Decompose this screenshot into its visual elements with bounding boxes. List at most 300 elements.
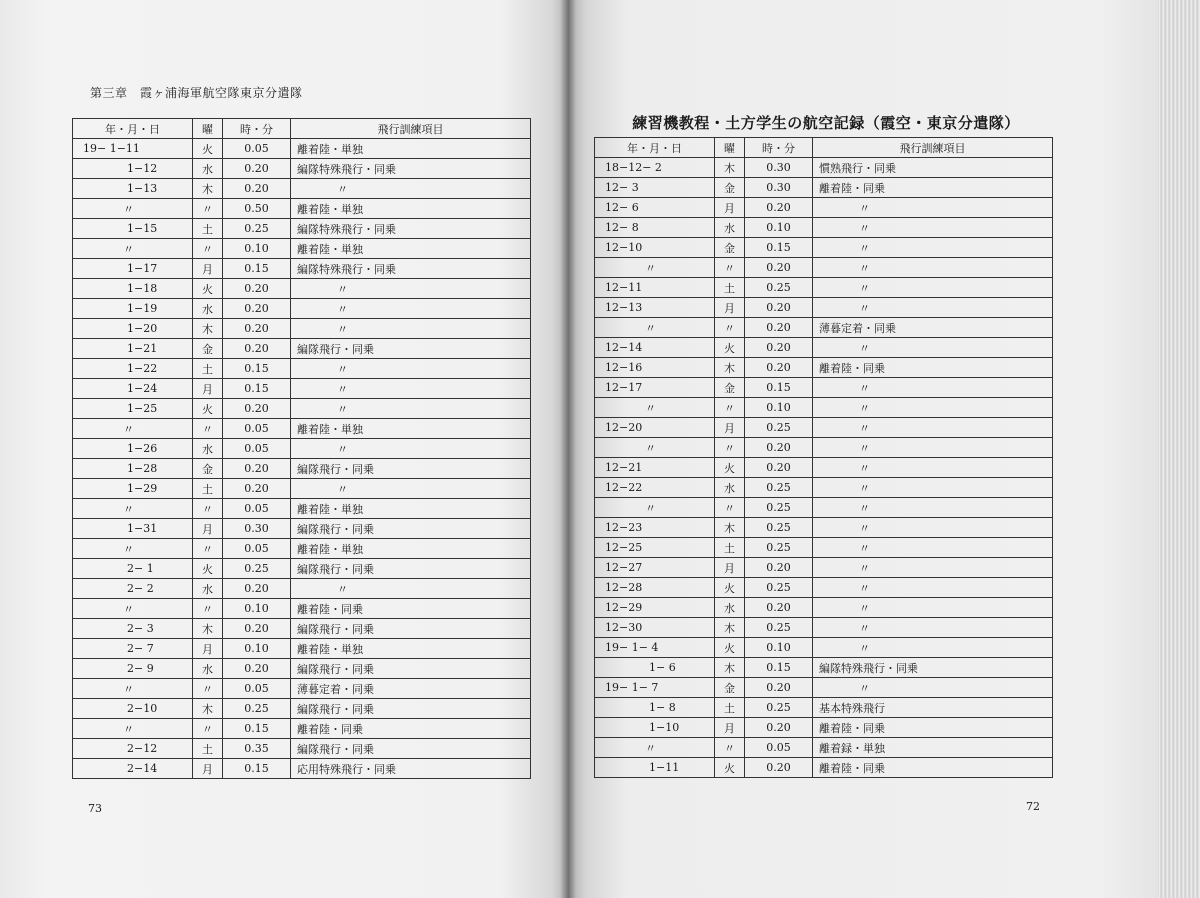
- duration-cell: 0.15: [223, 379, 291, 399]
- flight-log-table-right: [594, 137, 1053, 778]
- weekday-cell: 金: [715, 178, 745, 198]
- date-cell: 2− 2: [73, 579, 193, 599]
- table-row: [73, 379, 531, 399]
- training-item-cell: 〃: [813, 618, 1053, 638]
- date-cell: 1−26: [73, 439, 193, 459]
- training-item-cell: 離着録・単独: [813, 738, 1053, 758]
- weekday-cell: 土: [193, 219, 223, 239]
- training-item-cell: 離着陸・同乗: [813, 178, 1053, 198]
- date-cell: 1−22: [73, 359, 193, 379]
- table-row: [73, 319, 531, 339]
- table-row: [73, 719, 531, 739]
- duration-cell: 0.05: [223, 419, 291, 439]
- table-row: [595, 418, 1053, 438]
- duration-cell: 0.30: [223, 519, 291, 539]
- date-cell: 12−27: [595, 558, 715, 578]
- training-item-cell: 編隊飛行・同乗: [291, 339, 531, 359]
- date-cell: 〃: [73, 419, 193, 439]
- date-cell: 〃: [73, 679, 193, 699]
- training-item-cell: 編隊飛行・同乗: [291, 519, 531, 539]
- duration-cell: 0.25: [745, 498, 813, 518]
- training-item-cell: 離着陸・単独: [291, 139, 531, 159]
- weekday-cell: 月: [193, 759, 223, 779]
- training-item-cell: 〃: [813, 398, 1053, 418]
- date-cell: 1−11: [595, 758, 715, 778]
- weekday-cell: 〃: [193, 499, 223, 519]
- training-item-cell: 〃: [813, 418, 1053, 438]
- table-row: [595, 618, 1053, 638]
- table-row: [595, 258, 1053, 278]
- date-cell: 1−21: [73, 339, 193, 359]
- weekday-cell: 土: [715, 698, 745, 718]
- table-row: [73, 359, 531, 379]
- weekday-cell: 月: [715, 418, 745, 438]
- duration-cell: 0.20: [745, 718, 813, 738]
- duration-cell: 0.10: [745, 398, 813, 418]
- duration-cell: 0.20: [745, 338, 813, 358]
- duration-cell: 0.30: [745, 178, 813, 198]
- weekday-cell: 水: [193, 659, 223, 679]
- duration-cell: 0.25: [745, 578, 813, 598]
- table-row: [73, 499, 531, 519]
- weekday-cell: 〃: [193, 719, 223, 739]
- table-row: [73, 419, 531, 439]
- training-item-cell: 基本特殊飛行: [813, 698, 1053, 718]
- date-cell: 12−13: [595, 298, 715, 318]
- training-item-cell: 〃: [813, 598, 1053, 618]
- training-item-cell: 編隊飛行・同乗: [291, 699, 531, 719]
- weekday-cell: 火: [715, 338, 745, 358]
- table-row: [595, 278, 1053, 298]
- training-item-cell: 離着陸・単独: [291, 639, 531, 659]
- date-cell: 1−25: [73, 399, 193, 419]
- weekday-header: 曜: [715, 138, 745, 158]
- date-cell: 12− 8: [595, 218, 715, 238]
- duration-cell: 0.20: [223, 579, 291, 599]
- weekday-cell: 〃: [715, 318, 745, 338]
- weekday-cell: 月: [715, 558, 745, 578]
- training-item-cell: 離着陸・単独: [291, 539, 531, 559]
- weekday-cell: 土: [715, 278, 745, 298]
- duration-cell: 0.20: [745, 598, 813, 618]
- duration-cell: 0.10: [745, 218, 813, 238]
- weekday-cell: 月: [193, 519, 223, 539]
- duration-cell: 0.15: [223, 259, 291, 279]
- date-cell: 12−10: [595, 238, 715, 258]
- weekday-cell: 月: [715, 718, 745, 738]
- training-item-cell: 薄暮定着・同乗: [291, 679, 531, 699]
- date-cell: 12−20: [595, 418, 715, 438]
- training-item-cell: 〃: [813, 338, 1053, 358]
- date-cell: 2− 7: [73, 639, 193, 659]
- table-row: [595, 558, 1053, 578]
- duration-cell: 0.20: [745, 318, 813, 338]
- date-cell: 12−29: [595, 598, 715, 618]
- training-item-cell: 〃: [813, 498, 1053, 518]
- running-head: 第三章 霞ヶ浦海軍航空隊東京分遣隊: [90, 86, 303, 100]
- weekday-cell: 水: [193, 299, 223, 319]
- training-item-cell: 〃: [813, 198, 1053, 218]
- training-item-cell: 〃: [813, 678, 1053, 698]
- training-item-cell: 〃: [291, 479, 531, 499]
- date-cell: 1−29: [73, 479, 193, 499]
- weekday-cell: 月: [715, 198, 745, 218]
- table-row: [73, 259, 531, 279]
- weekday-cell: 木: [193, 319, 223, 339]
- training-item-cell: 〃: [813, 278, 1053, 298]
- table-row: [595, 298, 1053, 318]
- date-cell: 1−12: [73, 159, 193, 179]
- duration-cell: 0.20: [223, 479, 291, 499]
- training-item-cell: 〃: [813, 298, 1053, 318]
- duration-cell: 0.15: [223, 359, 291, 379]
- table-row: [595, 498, 1053, 518]
- weekday-cell: 金: [715, 678, 745, 698]
- date-cell: 12−14: [595, 338, 715, 358]
- table-row: [73, 579, 531, 599]
- training-item-cell: 〃: [813, 558, 1053, 578]
- book-gutter: [560, 0, 576, 898]
- training-item-header: 飛行訓練項目: [813, 138, 1053, 158]
- duration-cell: 0.05: [745, 738, 813, 758]
- weekday-cell: 木: [193, 179, 223, 199]
- flight-log-table-left: [72, 118, 531, 779]
- weekday-cell: 〃: [193, 679, 223, 699]
- date-cell: 〃: [595, 398, 715, 418]
- duration-cell: 0.15: [745, 378, 813, 398]
- date-cell: 19− 1− 4: [595, 638, 715, 658]
- duration-cell: 0.15: [745, 658, 813, 678]
- training-item-cell: 〃: [291, 299, 531, 319]
- date-cell: 〃: [73, 539, 193, 559]
- date-cell: 12−25: [595, 538, 715, 558]
- date-cell: 12−17: [595, 378, 715, 398]
- duration-cell: 0.20: [223, 179, 291, 199]
- duration-cell: 0.20: [223, 339, 291, 359]
- date-cell: 1−31: [73, 519, 193, 539]
- weekday-cell: 土: [193, 359, 223, 379]
- duration-cell: 0.35: [223, 739, 291, 759]
- table-row: [595, 378, 1053, 398]
- date-cell: 1−24: [73, 379, 193, 399]
- date-cell: 2−14: [73, 759, 193, 779]
- date-cell: 1−20: [73, 319, 193, 339]
- table-row: [595, 158, 1053, 178]
- table-header-row: [73, 119, 531, 139]
- training-item-cell: 〃: [291, 279, 531, 299]
- duration-cell: 0.20: [745, 358, 813, 378]
- date-cell: 12−11: [595, 278, 715, 298]
- training-item-cell: 離着陸・同乗: [291, 599, 531, 619]
- date-cell: 〃: [595, 498, 715, 518]
- training-item-cell: 〃: [813, 438, 1053, 458]
- table-row: [73, 619, 531, 639]
- table-row: [73, 199, 531, 219]
- weekday-cell: 木: [715, 358, 745, 378]
- table-row: [595, 318, 1053, 338]
- table-row: [73, 239, 531, 259]
- date-cell: 〃: [595, 738, 715, 758]
- duration-cell: 0.20: [745, 438, 813, 458]
- weekday-cell: 水: [715, 218, 745, 238]
- duration-cell: 0.20: [223, 299, 291, 319]
- date-cell: 12− 6: [595, 198, 715, 218]
- table-row: [73, 679, 531, 699]
- duration-cell: 0.05: [223, 679, 291, 699]
- weekday-cell: 〃: [193, 599, 223, 619]
- table-row: [73, 599, 531, 619]
- date-cell: 12−22: [595, 478, 715, 498]
- table-row: [73, 279, 531, 299]
- date-cell: 12−30: [595, 618, 715, 638]
- duration-cell: 0.15: [745, 238, 813, 258]
- table-row: [73, 659, 531, 679]
- table-row: [595, 678, 1053, 698]
- table-row: [595, 638, 1053, 658]
- weekday-cell: 月: [193, 259, 223, 279]
- training-item-cell: 〃: [813, 238, 1053, 258]
- duration-header: 時・分: [223, 119, 291, 139]
- table-row: [73, 439, 531, 459]
- training-item-cell: 〃: [291, 359, 531, 379]
- table-row: [73, 739, 531, 759]
- weekday-cell: 〃: [193, 539, 223, 559]
- duration-cell: 0.20: [745, 198, 813, 218]
- training-item-cell: 〃: [291, 379, 531, 399]
- date-cell: 12−16: [595, 358, 715, 378]
- training-item-cell: 〃: [813, 538, 1053, 558]
- training-item-cell: 〃: [813, 638, 1053, 658]
- weekday-cell: 〃: [715, 258, 745, 278]
- training-item-cell: 離着陸・単独: [291, 239, 531, 259]
- weekday-header: 曜: [193, 119, 223, 139]
- weekday-cell: 火: [193, 139, 223, 159]
- weekday-cell: 水: [193, 579, 223, 599]
- training-item-cell: 編隊飛行・同乗: [291, 659, 531, 679]
- weekday-cell: 月: [193, 379, 223, 399]
- table-row: [595, 598, 1053, 618]
- duration-cell: 0.25: [745, 698, 813, 718]
- date-cell: 〃: [595, 318, 715, 338]
- table-row: [73, 559, 531, 579]
- training-item-cell: 離着陸・単独: [291, 499, 531, 519]
- date-cell: 2− 9: [73, 659, 193, 679]
- duration-cell: 0.20: [223, 659, 291, 679]
- table-title: 練習機教程・土方学生の航空記録（霞空・東京分遣隊）: [632, 114, 1020, 132]
- weekday-cell: 火: [193, 559, 223, 579]
- table-row: [73, 539, 531, 559]
- duration-cell: 0.20: [745, 258, 813, 278]
- date-header: 年・月・日: [595, 138, 715, 158]
- training-item-cell: 編隊飛行・同乗: [291, 559, 531, 579]
- date-cell: 2−10: [73, 699, 193, 719]
- weekday-cell: 木: [715, 518, 745, 538]
- date-cell: 2− 1: [73, 559, 193, 579]
- weekday-cell: 土: [193, 479, 223, 499]
- table-row: [595, 458, 1053, 478]
- training-item-cell: 〃: [291, 579, 531, 599]
- table-row: [595, 238, 1053, 258]
- training-item-cell: 〃: [813, 378, 1053, 398]
- date-cell: 〃: [595, 438, 715, 458]
- weekday-cell: 水: [715, 598, 745, 618]
- training-item-cell: 離着陸・同乗: [813, 758, 1053, 778]
- training-item-cell: 編隊特殊飛行・同乗: [291, 259, 531, 279]
- date-cell: 1− 6: [595, 658, 715, 678]
- training-item-cell: 編隊飛行・同乗: [291, 459, 531, 479]
- duration-cell: 0.20: [745, 758, 813, 778]
- training-item-cell: 〃: [813, 458, 1053, 478]
- duration-cell: 0.25: [745, 478, 813, 498]
- weekday-cell: 火: [715, 578, 745, 598]
- table-row: [73, 699, 531, 719]
- date-cell: 1−15: [73, 219, 193, 239]
- weekday-cell: 〃: [715, 398, 745, 418]
- duration-cell: 0.20: [223, 159, 291, 179]
- training-item-cell: 〃: [291, 179, 531, 199]
- training-item-cell: 〃: [813, 258, 1053, 278]
- table-row: [595, 358, 1053, 378]
- date-cell: 2− 3: [73, 619, 193, 639]
- training-item-cell: 〃: [291, 439, 531, 459]
- duration-cell: 0.20: [223, 619, 291, 639]
- table-row: [73, 159, 531, 179]
- training-item-cell: 編隊特殊飛行・同乗: [291, 219, 531, 239]
- table-row: [595, 758, 1053, 778]
- training-item-cell: 〃: [813, 578, 1053, 598]
- weekday-cell: 〃: [715, 438, 745, 458]
- training-item-cell: 編隊飛行・同乗: [291, 619, 531, 639]
- date-cell: 12−21: [595, 458, 715, 478]
- table-row: [595, 518, 1053, 538]
- date-cell: 12−23: [595, 518, 715, 538]
- training-item-cell: 〃: [813, 478, 1053, 498]
- training-item-cell: 離着陸・単独: [291, 419, 531, 439]
- table-row: [73, 459, 531, 479]
- table-row: [595, 538, 1053, 558]
- duration-cell: 0.20: [223, 319, 291, 339]
- table-row: [595, 478, 1053, 498]
- date-header: 年・月・日: [73, 119, 193, 139]
- date-cell: 1−13: [73, 179, 193, 199]
- training-item-cell: 〃: [291, 319, 531, 339]
- weekday-cell: 火: [193, 399, 223, 419]
- weekday-cell: 木: [715, 618, 745, 638]
- table-row: [595, 738, 1053, 758]
- duration-cell: 0.05: [223, 539, 291, 559]
- weekday-cell: 土: [193, 739, 223, 759]
- table-row: [73, 519, 531, 539]
- training-item-cell: 離着陸・単独: [291, 199, 531, 219]
- duration-cell: 0.20: [745, 558, 813, 578]
- duration-cell: 0.20: [745, 678, 813, 698]
- duration-cell: 0.20: [223, 399, 291, 419]
- date-cell: 〃: [73, 599, 193, 619]
- table-row: [595, 218, 1053, 238]
- table-row: [595, 718, 1053, 738]
- training-item-cell: 離着陸・同乗: [291, 719, 531, 739]
- weekday-cell: 月: [715, 298, 745, 318]
- duration-cell: 0.25: [745, 538, 813, 558]
- duration-cell: 0.30: [745, 158, 813, 178]
- duration-cell: 0.25: [223, 219, 291, 239]
- weekday-cell: 月: [193, 639, 223, 659]
- duration-cell: 0.25: [223, 699, 291, 719]
- duration-cell: 0.20: [745, 298, 813, 318]
- training-item-cell: 編隊特殊飛行・同乗: [813, 658, 1053, 678]
- training-item-cell: 慣熟飛行・同乗: [813, 158, 1053, 178]
- weekday-cell: 〃: [715, 498, 745, 518]
- date-cell: 〃: [73, 239, 193, 259]
- weekday-cell: 木: [715, 158, 745, 178]
- page-edges: [1158, 0, 1200, 898]
- weekday-cell: 火: [715, 458, 745, 478]
- weekday-cell: 金: [193, 339, 223, 359]
- table-row: [595, 398, 1053, 418]
- duration-cell: 0.20: [223, 279, 291, 299]
- date-cell: 19− 1− 7: [595, 678, 715, 698]
- training-item-cell: 離着陸・同乗: [813, 358, 1053, 378]
- weekday-cell: 木: [193, 699, 223, 719]
- duration-cell: 0.25: [745, 518, 813, 538]
- table-row: [595, 198, 1053, 218]
- table-row: [595, 578, 1053, 598]
- training-item-cell: 離着陸・同乗: [813, 718, 1053, 738]
- date-cell: 〃: [73, 199, 193, 219]
- date-cell: 〃: [595, 258, 715, 278]
- training-item-header: 飛行訓練項目: [291, 119, 531, 139]
- table-row: [73, 479, 531, 499]
- weekday-cell: 金: [715, 378, 745, 398]
- duration-cell: 0.20: [223, 459, 291, 479]
- table-row: [73, 639, 531, 659]
- training-item-cell: 編隊特殊飛行・同乗: [291, 159, 531, 179]
- date-cell: 〃: [73, 719, 193, 739]
- duration-header: 時・分: [745, 138, 813, 158]
- weekday-cell: 木: [193, 619, 223, 639]
- duration-cell: 0.10: [223, 599, 291, 619]
- weekday-cell: 土: [715, 538, 745, 558]
- duration-cell: 0.25: [745, 278, 813, 298]
- table-row: [595, 178, 1053, 198]
- duration-cell: 0.50: [223, 199, 291, 219]
- date-cell: 18−12− 2: [595, 158, 715, 178]
- duration-cell: 0.25: [745, 618, 813, 638]
- duration-cell: 0.15: [223, 759, 291, 779]
- training-item-cell: 応用特殊飛行・同乗: [291, 759, 531, 779]
- duration-cell: 0.20: [745, 458, 813, 478]
- table-row: [73, 179, 531, 199]
- duration-cell: 0.15: [223, 719, 291, 739]
- page-number-right: 72: [1026, 800, 1040, 813]
- weekday-cell: 〃: [193, 239, 223, 259]
- training-item-cell: 〃: [813, 218, 1053, 238]
- date-cell: 1−28: [73, 459, 193, 479]
- duration-cell: 0.10: [223, 239, 291, 259]
- training-item-cell: 〃: [813, 518, 1053, 538]
- date-cell: 12− 3: [595, 178, 715, 198]
- training-item-cell: 薄暮定着・同乗: [813, 318, 1053, 338]
- date-cell: 〃: [73, 499, 193, 519]
- table-row: [73, 399, 531, 419]
- date-cell: 2−12: [73, 739, 193, 759]
- weekday-cell: 〃: [193, 199, 223, 219]
- duration-cell: 0.25: [223, 559, 291, 579]
- date-cell: 1−19: [73, 299, 193, 319]
- duration-cell: 0.10: [223, 639, 291, 659]
- page-number-left: 73: [88, 802, 102, 815]
- weekday-cell: 火: [715, 638, 745, 658]
